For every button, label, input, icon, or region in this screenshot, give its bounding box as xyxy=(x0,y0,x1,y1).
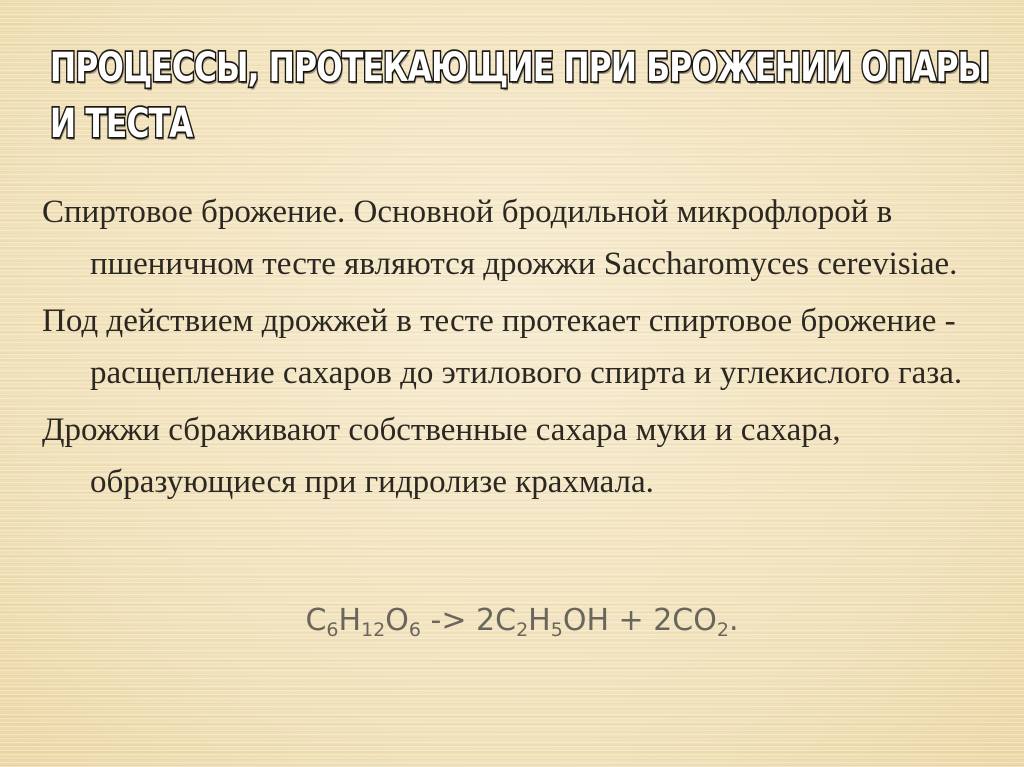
formula-ethanol-h: H xyxy=(528,603,551,638)
formula-h: H xyxy=(338,603,362,638)
paragraph-alcoholic-fermentation: Спиртовое брожение. Основной бродильной микрофлорой в пшеничном тесте являются дрожжи Saccharomyces cerevisiae. xyxy=(42,194,958,282)
fermentation-equation xyxy=(0,603,1024,641)
formula-co2-sub: 2 xyxy=(716,619,729,641)
formula-arrow: -> xyxy=(420,603,477,638)
slide-body xyxy=(42,186,982,513)
formula-o: O xyxy=(385,603,409,638)
formula-o-sub: 6 xyxy=(408,619,421,641)
formula-plus: + xyxy=(609,603,654,638)
formula-co2: 2CO xyxy=(653,603,717,638)
formula-c: C xyxy=(305,603,327,638)
formula-h-sub: 12 xyxy=(361,619,386,641)
formula-ethanol-c: 2C xyxy=(476,603,517,638)
formula-ethanol-h-sub: 5 xyxy=(550,619,563,641)
formula-ethanol-oh: OH xyxy=(562,603,609,638)
formula-c-sub: 6 xyxy=(326,619,339,641)
title-line-1: ПРОЦЕССЫ, ПРОТЕКАЮЩИЕ ПРИ БРОЖЕНИИ ОПАРЫ xyxy=(50,45,990,91)
slide-title xyxy=(50,40,990,152)
title-line-2: И ТЕСТА xyxy=(50,101,193,147)
paragraph-sugar-fermentation: Дрожжи сбраживают собственные сахара муки и сахара, образующиеся при гидролизе крахмала. xyxy=(42,412,841,500)
formula-end: . xyxy=(728,603,739,638)
paragraph-yeast-action: Под действием дрожжей в тесте протекает спиртовое брожение - расщепление сахаров до этилового спирта и углекислого газа. xyxy=(42,303,963,391)
formula-ethanol-c-sub: 2 xyxy=(516,619,529,641)
